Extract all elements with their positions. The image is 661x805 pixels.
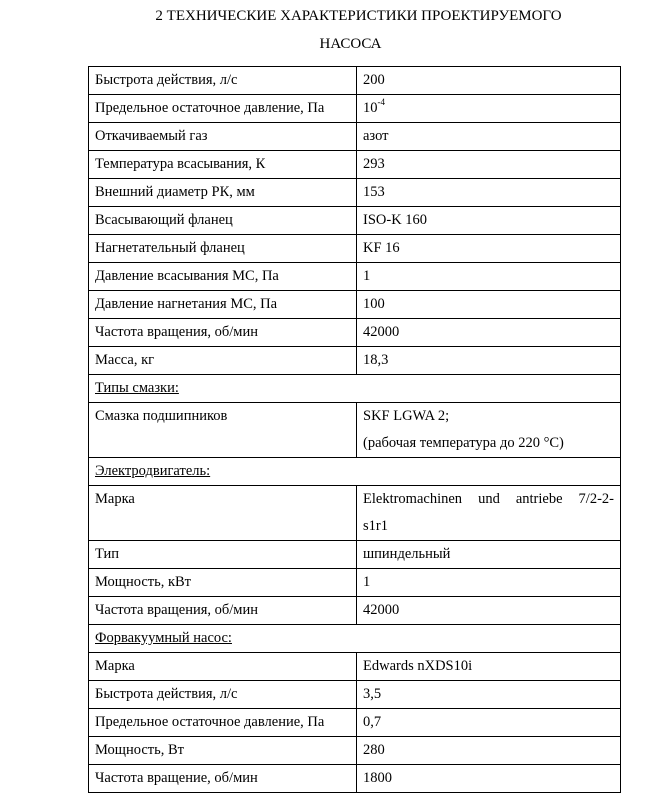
row-value: 153 [357,179,621,207]
section-row-motor [89,458,621,486]
value-line-2: (рабочая температура до 220 °С) [363,435,564,451]
table-row [89,151,621,179]
section-heading-lubrication: Типы смазки: [89,375,621,403]
row-label: Нагнетательный фланец [89,235,357,263]
row-value: ISO-K 160 [357,207,621,235]
row-value: 100 [357,291,621,319]
table-row [89,291,621,319]
table-row [89,765,621,793]
row-value: 42000 [357,319,621,347]
row-label: Тип [89,541,357,569]
row-label: Частота вращение, об/мин [89,765,357,793]
value-line-1: SKF LGWA 2; [363,408,450,424]
row-value: 1 [357,569,621,597]
row-value: 200 [357,67,621,95]
row-label: Смазка подшипников [89,403,357,458]
table-row [89,737,621,765]
row-label: Быстрота действия, л/с [89,681,357,709]
row-label: Температура всасывания, К [89,151,357,179]
table-row [89,486,621,541]
section-row-lubrication [89,375,621,403]
row-label: Масса, кг [89,347,357,375]
row-label: Мощность, Вт [89,737,357,765]
row-value: 1800 [357,765,621,793]
table-row [89,541,621,569]
row-value: шпиндельный [357,541,621,569]
row-value [357,403,621,458]
table-row [89,95,621,123]
spec-table [88,66,621,793]
row-label: Быстрота действия, л/с [89,67,357,95]
row-label: Давление нагнетания МС, Па [89,291,357,319]
table-row [89,67,621,95]
section-heading-forevacuum: Форвакуумный насос: [89,625,621,653]
row-label: Предельное остаточное давление, Па [89,709,357,737]
row-value: KF 16 [357,235,621,263]
value-exponent: -4 [377,97,385,107]
table-row [89,653,621,681]
table-row [89,709,621,737]
table-row [89,403,621,458]
row-value: азот [357,123,621,151]
row-label: Частота вращения, об/мин [89,597,357,625]
row-label: Марка [89,653,357,681]
table-row [89,207,621,235]
table-row [89,123,621,151]
row-label: Мощность, кВт [89,569,357,597]
row-label: Марка [89,486,357,541]
row-value: Edwards nXDS10i [357,653,621,681]
table-row [89,235,621,263]
page-title-line-1: 2 ТЕХНИЧЕСКИЕ ХАРАКТЕРИСТИКИ ПРОЕКТИРУЕМОГО [155,8,562,24]
row-label: Откачиваемый газ [89,123,357,151]
row-value: 3,5 [357,681,621,709]
row-value: 42000 [357,597,621,625]
value-base: 10 [363,100,378,116]
row-value: 293 [357,151,621,179]
row-value [357,95,621,123]
row-value [357,486,621,541]
row-label: Всасывающий фланец [89,207,357,235]
table-row [89,179,621,207]
value-line-2: s1r1 [363,518,388,534]
table-row [89,597,621,625]
section-heading-motor: Электродвигатель: [89,458,621,486]
row-label: Частота вращения, об/мин [89,319,357,347]
row-value: 280 [357,737,621,765]
table-row [89,569,621,597]
value-line-1: Elektromachinen und antriebe 7/2-2- [363,491,614,507]
row-value: 0,7 [357,709,621,737]
table-row [89,319,621,347]
row-value: 18,3 [357,347,621,375]
row-label: Давление всасывания МС, Па [89,263,357,291]
table-row [89,263,621,291]
section-row-forevacuum [89,625,621,653]
page-title-line-2: НАСОСА [319,36,382,52]
table-row [89,681,621,709]
row-label: Предельное остаточное давление, Па [89,95,357,123]
row-value: 1 [357,263,621,291]
table-row [89,347,621,375]
row-label: Внешний диаметр РК, мм [89,179,357,207]
